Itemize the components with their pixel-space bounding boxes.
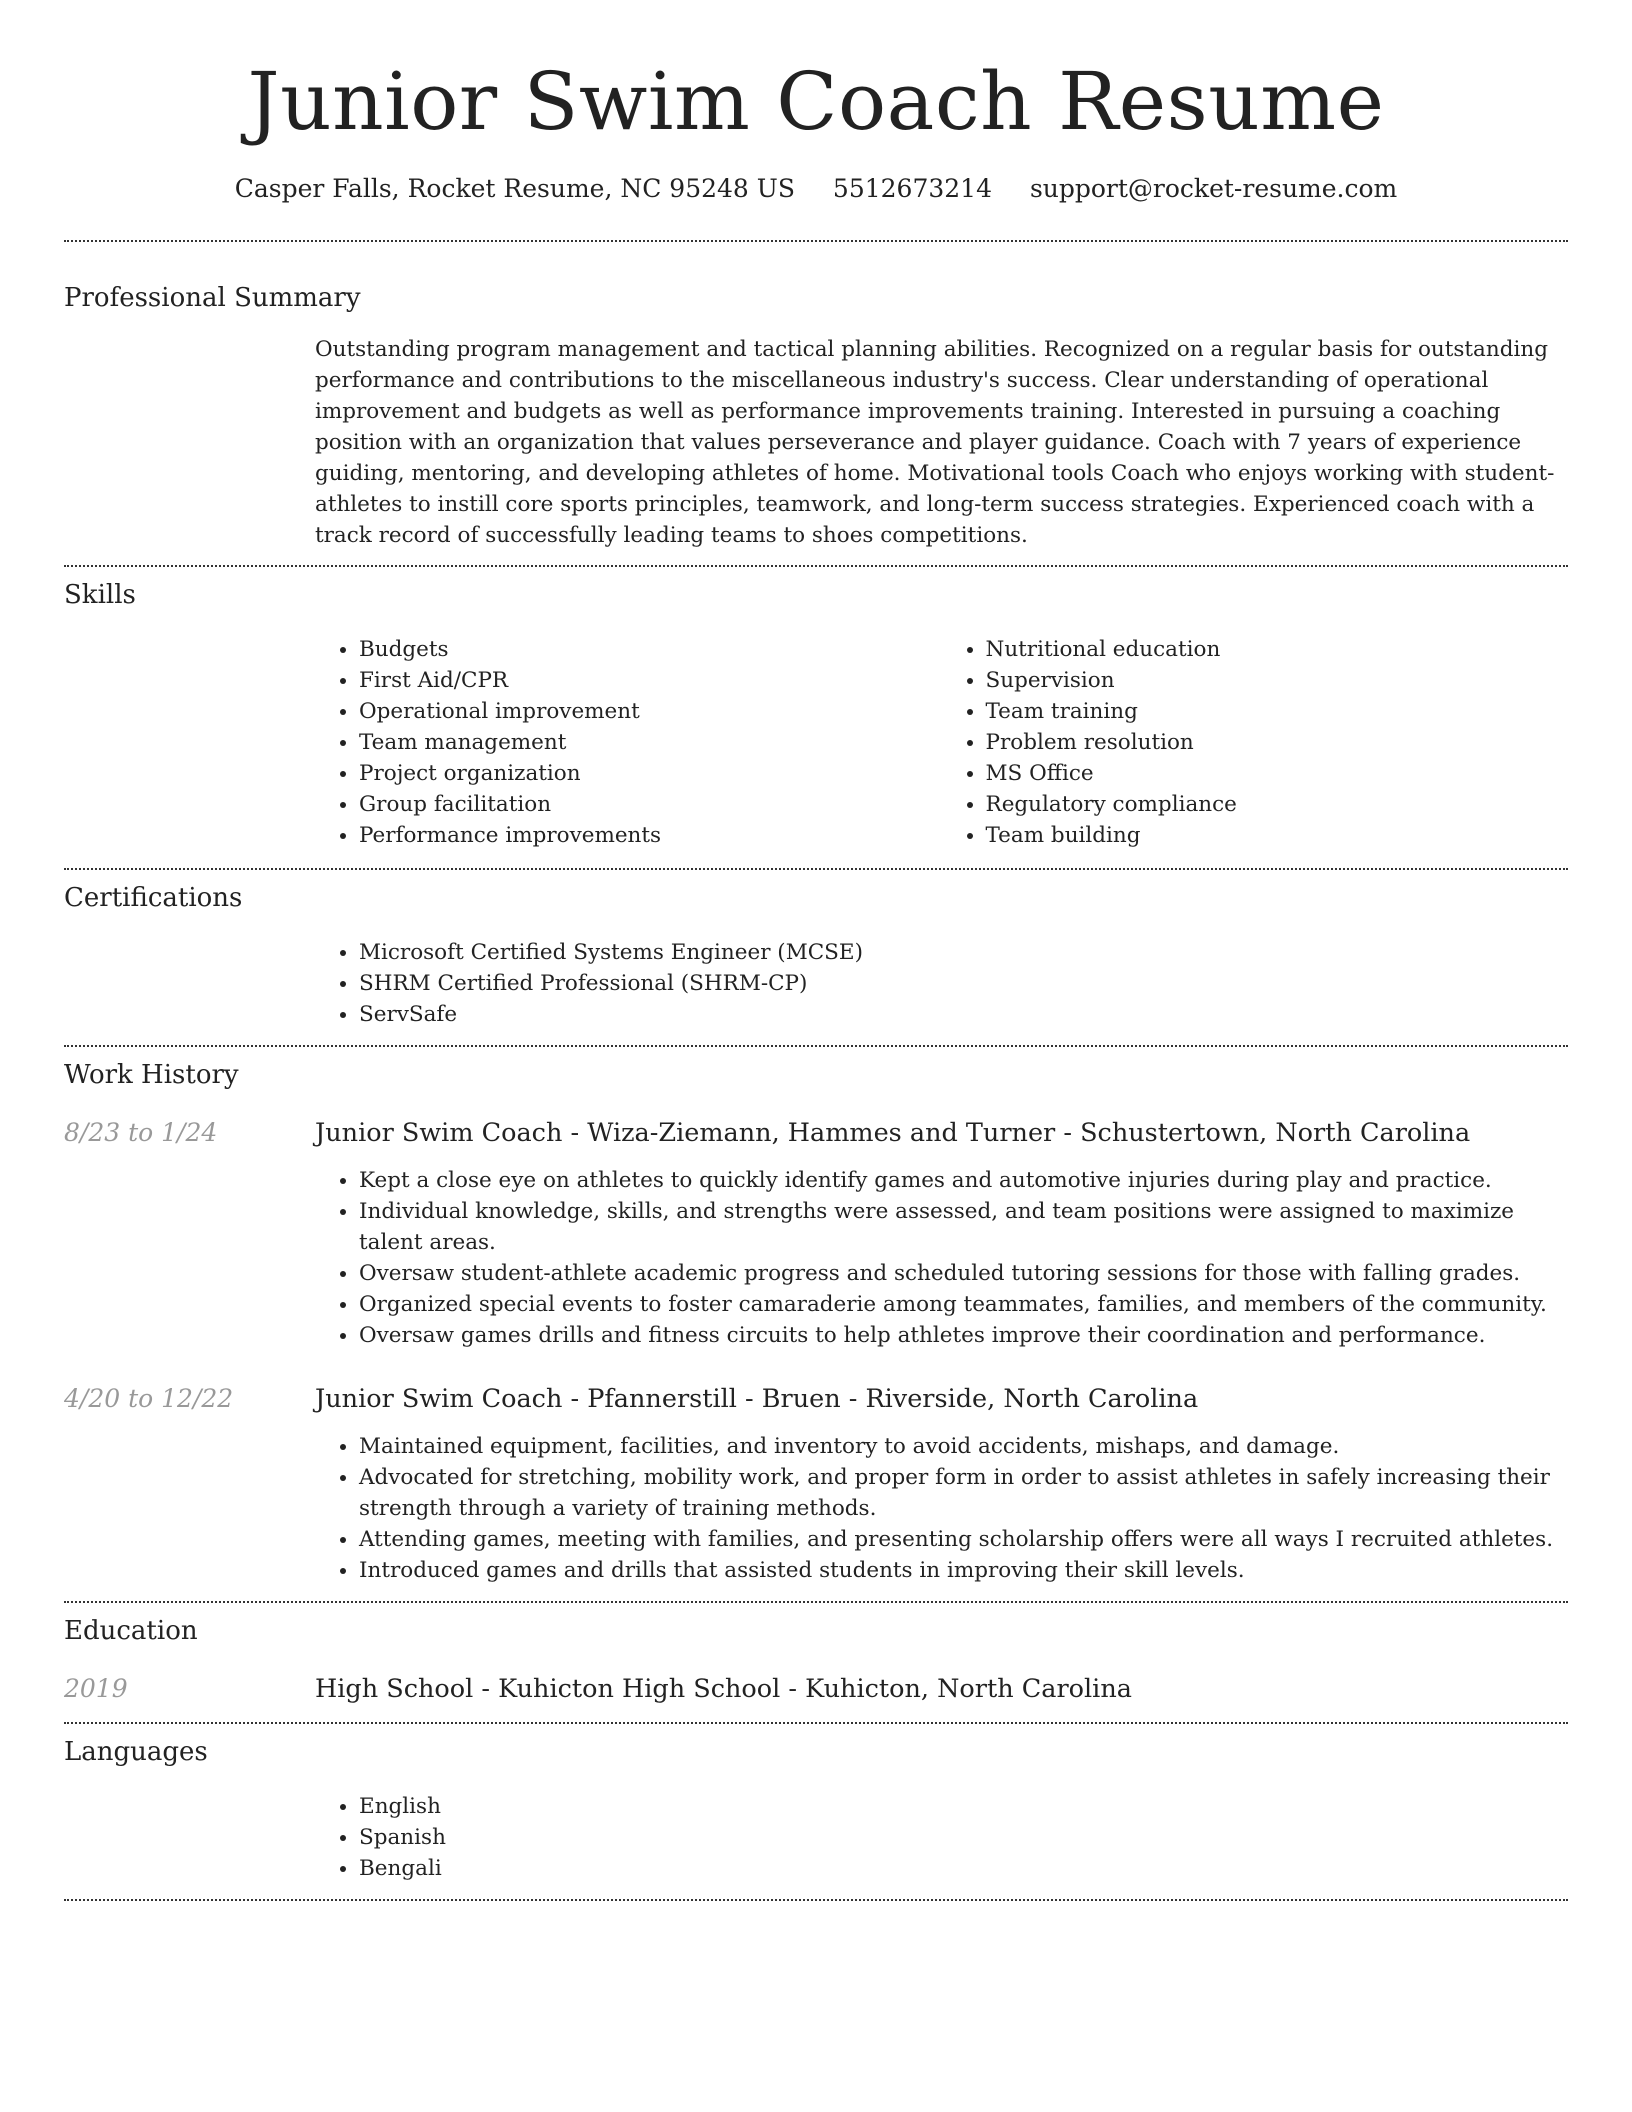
- contact-phone: 5512673214: [832, 174, 992, 203]
- list-item: • Performance improvements: [359, 820, 942, 851]
- list-item: • Individual knowledge, skills, and strengths were assessed, and team positions were assigned to maximize talent areas.: [359, 1196, 1568, 1258]
- list-item: • MS Office: [986, 758, 1569, 789]
- list-item: • Oversaw student-athlete academic progress and scheduled tutoring sessions for those with falling grades.: [359, 1258, 1568, 1289]
- list-item: • Oversaw games drills and fitness circuits to help athletes improve their coordination and performance.: [359, 1320, 1568, 1351]
- list-item: • Budgets: [359, 634, 942, 665]
- list-item: • Nutritional education: [986, 634, 1569, 665]
- list-item: • First Aid/CPR: [359, 665, 942, 696]
- certifications-list: [315, 937, 1568, 1030]
- list-item: • SHRM Certified Professional (SHRM-CP): [359, 968, 1568, 999]
- job-details: [315, 1383, 1568, 1586]
- list-item: • Group facilitation: [359, 789, 942, 820]
- skills-list-right: [942, 634, 1569, 851]
- list-item: • Team building: [986, 820, 1569, 851]
- divider: [64, 1899, 1568, 1901]
- divider: [64, 565, 1568, 567]
- languages-list: [315, 1791, 1568, 1884]
- contact-address: Casper Falls, Rocket Resume, NC 95248 US: [234, 174, 795, 203]
- list-item: • Advocated for stretching, mobility work, and proper form in order to assist athletes in safely increasing their strength through a variety of training methods.: [359, 1462, 1568, 1524]
- skills-section: [315, 634, 1568, 851]
- education-year: 2019: [64, 1674, 128, 1703]
- certifications-section: [315, 937, 1568, 1030]
- education-heading: Education: [64, 1616, 198, 1646]
- education-details: High School - Kuhicton High School - Kuhicton, North Carolina: [315, 1674, 1132, 1704]
- job-heading: Junior Swim Coach - Wiza-Ziemann, Hammes and Turner - Schustertown, North Carolina: [315, 1118, 1471, 1148]
- job-dates: 8/23 to 1/24: [64, 1118, 218, 1147]
- resume-page: [64, 0, 1568, 1901]
- list-item: • Spanish: [359, 1822, 1568, 1853]
- job-details: [315, 1117, 1568, 1351]
- list-item: • Team management: [359, 727, 942, 758]
- skills-heading: Skills: [64, 580, 136, 610]
- divider: [64, 240, 1568, 242]
- certifications-heading: Certifications: [64, 883, 243, 913]
- languages-section: [315, 1791, 1568, 1884]
- job-dates: 4/20 to 12/22: [64, 1384, 234, 1413]
- list-item: • Project organization: [359, 758, 942, 789]
- divider: [64, 1601, 1568, 1603]
- summary-section: [315, 334, 1568, 551]
- summary-heading: Professional Summary: [64, 283, 361, 313]
- job-heading: Junior Swim Coach - Pfannerstill - Bruen - Riverside, North Carolina: [315, 1384, 1199, 1414]
- divider: [64, 1045, 1568, 1047]
- contact-line: [64, 172, 1568, 206]
- job-entry: [64, 1117, 1568, 1351]
- divider: [64, 868, 1568, 870]
- list-item: • Microsoft Certified Systems Engineer (MCSE): [359, 937, 1568, 968]
- contact-email: support@rocket-resume.com: [1029, 174, 1398, 203]
- job-bullets: [315, 1165, 1568, 1351]
- list-item: • Problem resolution: [986, 727, 1569, 758]
- list-item: • Operational improvement: [359, 696, 942, 727]
- work-heading: Work History: [64, 1060, 239, 1090]
- list-item: • ServSafe: [359, 999, 1568, 1030]
- list-item: • Kept a close eye on athletes to quickly identify games and automotive injuries during play and practice.: [359, 1165, 1568, 1196]
- languages-heading: Languages: [64, 1737, 208, 1767]
- divider: [64, 1722, 1568, 1724]
- summary-text: Outstanding program management and tactical planning abilities. Recognized on a regular basis for outstanding performance and contributions to the miscellaneous industry's success. Clear understanding of operational improvement and budgets as well as performance improvements training. Interested in pursuing a coaching position with an organization that values perseverance and player guidance. Coach with 7 years of experience guiding, mentoring, and developing athletes of home. Motivational tools Coach who enjoys working with student-athletes to instill core sports principles, teamwork, and long-term success strategies. Experienced coach with a track record of successfully leading teams to shoes competitions.: [315, 337, 1555, 548]
- list-item: • Introduced games and drills that assisted students in improving their skill levels.: [359, 1555, 1568, 1586]
- list-item: • Maintained equipment, facilities, and inventory to avoid accidents, mishaps, and damage.: [359, 1431, 1568, 1462]
- list-item: • English: [359, 1791, 1568, 1822]
- list-item: • Team training: [986, 696, 1569, 727]
- list-item: • Supervision: [986, 665, 1569, 696]
- list-item: • Organized special events to foster camaraderie among teammates, families, and members of the community.: [359, 1289, 1568, 1320]
- resume-title: Junior Swim Coach Resume: [247, 55, 1385, 148]
- list-item: • Bengali: [359, 1853, 1568, 1884]
- skills-list-left: [315, 634, 942, 851]
- list-item: • Regulatory compliance: [986, 789, 1569, 820]
- job-bullets: [315, 1431, 1568, 1586]
- education-entry: [64, 1673, 1568, 1705]
- list-item: • Attending games, meeting with families, and presenting scholarship offers were all ways I recruited athletes.: [359, 1524, 1568, 1555]
- job-entry: [64, 1383, 1568, 1586]
